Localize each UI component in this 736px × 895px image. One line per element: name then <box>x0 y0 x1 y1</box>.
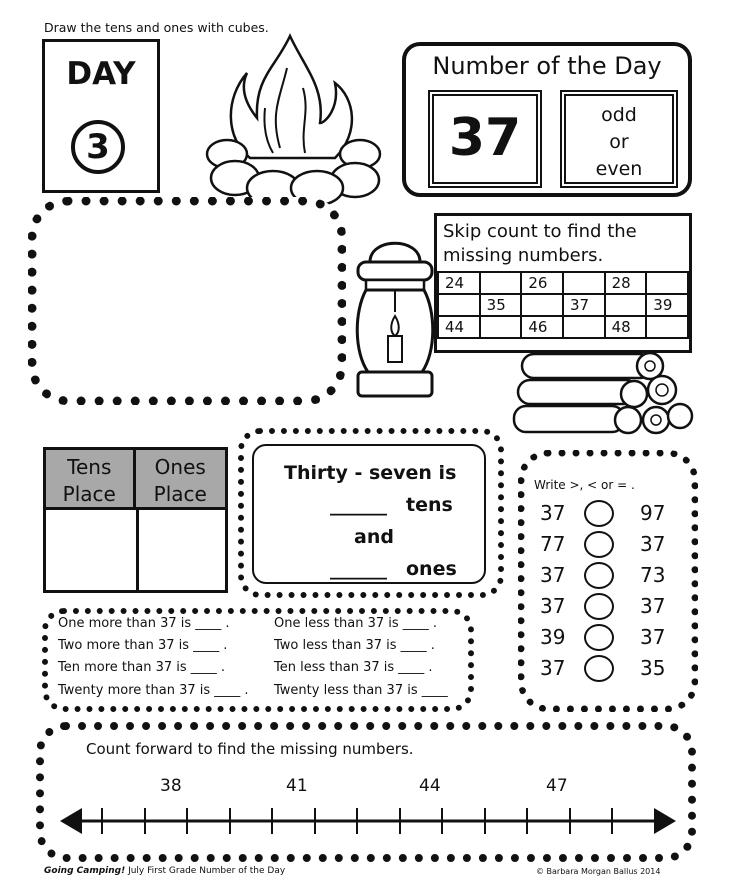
number-line-label: 44 <box>419 776 441 796</box>
compare-circle[interactable] <box>584 500 614 527</box>
number-line-tick <box>271 808 273 834</box>
skip-cell: 39 <box>646 294 688 316</box>
tens-header-line1: Tens <box>67 455 112 479</box>
number-line-tick <box>229 808 231 834</box>
number-of-the-day-title: Number of the Day <box>432 52 662 80</box>
compare-title: Write >, < or = . <box>534 478 635 492</box>
odd-label: odd <box>601 104 637 126</box>
number-line-label: 41 <box>286 776 308 796</box>
thirty-seven-inner <box>252 444 486 584</box>
tens-header-line2: Place <box>62 482 116 506</box>
compare-circle[interactable] <box>584 531 614 558</box>
number-line-tick <box>356 808 358 834</box>
number-box <box>428 90 542 188</box>
number-line-tick <box>186 808 188 834</box>
compare-right-value: 37 <box>640 594 666 618</box>
number-line-tick <box>526 808 528 834</box>
skip-count-grid <box>437 271 689 339</box>
number-line-tick <box>144 808 146 834</box>
less-than-line: Ten less than 37 is ____ . <box>274 660 433 675</box>
less-than-line: Twenty less than 37 is ____ <box>274 683 448 698</box>
less-than-line: Two less than 37 is ____ . <box>274 638 435 653</box>
ones-blank[interactable]: ______ <box>330 558 387 580</box>
skip-cell[interactable] <box>480 272 522 294</box>
skip-cell: 48 <box>605 316 647 338</box>
number-line-label: 38 <box>160 776 182 796</box>
ones-header-line1: Ones <box>154 455 206 479</box>
skip-cell[interactable] <box>438 294 480 316</box>
less-than-line: One less than 37 is ____ . <box>274 616 438 631</box>
compare-left-value: 37 <box>540 594 566 618</box>
ones-header-line2: Place <box>153 482 207 506</box>
skip-cell: 37 <box>563 294 605 316</box>
compare-circle[interactable] <box>584 593 614 620</box>
even-label: even <box>595 158 643 180</box>
skip-cell: 44 <box>438 316 480 338</box>
skip-cell[interactable] <box>563 316 605 338</box>
thirty-seven-label: Thirty - seven is <box>284 462 457 484</box>
thirty-seven-box <box>238 428 504 598</box>
tens-label: tens <box>406 494 453 516</box>
place-value-table <box>43 447 228 593</box>
more-than-line: Two more than 37 is ____ . <box>58 638 228 653</box>
draw-tens-ones-label: Draw the tens and ones with cubes. <box>44 20 269 35</box>
firewood-logs-icon <box>512 350 694 440</box>
compare-right-value: 37 <box>640 532 666 556</box>
ones-place-cell[interactable] <box>136 510 226 590</box>
number-line-tick <box>484 808 486 834</box>
skip-cell: 28 <box>605 272 647 294</box>
compare-right-value: 37 <box>640 625 666 649</box>
more-than-line: One more than 37 is ____ . <box>58 616 230 631</box>
number-line-tick <box>399 808 401 834</box>
compare-circle[interactable] <box>584 624 614 651</box>
skip-cell: 24 <box>438 272 480 294</box>
number-line-label: 47 <box>546 776 568 796</box>
or-label: or <box>609 131 629 153</box>
skip-cell: 26 <box>521 272 563 294</box>
number-of-the-day-value: 37 <box>448 108 522 168</box>
compare-left-value: 37 <box>540 656 566 680</box>
odd-or-even-box <box>560 90 678 188</box>
lantern-icon <box>350 232 440 407</box>
skip-cell[interactable] <box>646 316 688 338</box>
number-line-tick <box>441 808 443 834</box>
compare-left-value: 77 <box>540 532 566 556</box>
skip-cell[interactable] <box>646 272 688 294</box>
tens-place-header <box>46 450 136 510</box>
compare-circle[interactable] <box>584 655 614 682</box>
number-line-tick <box>611 808 613 834</box>
compare-left-value: 37 <box>540 563 566 587</box>
more-than-line: Twenty more than 37 is ____ . <box>58 683 249 698</box>
ones-place-header <box>136 450 226 510</box>
tens-place-cell[interactable] <box>46 510 136 590</box>
compare-left-value: 37 <box>540 501 566 525</box>
footer-subtitle: July First Grade Number of the Day <box>128 866 286 876</box>
skip-cell: 46 <box>521 316 563 338</box>
number-of-the-day-box <box>402 42 692 197</box>
skip-cell[interactable] <box>480 316 522 338</box>
skip-cell[interactable] <box>563 272 605 294</box>
tens-blank[interactable]: ______ <box>330 494 387 516</box>
footer-left <box>44 866 285 876</box>
campfire-icon <box>195 28 390 208</box>
draw-tens-ones-area[interactable] <box>28 197 346 405</box>
number-line-tick <box>569 808 571 834</box>
day-box <box>42 39 160 193</box>
skip-cell[interactable] <box>521 294 563 316</box>
compare-right-value: 35 <box>640 656 666 680</box>
footer-copyright: © Barbara Morgan Ballus 2014 <box>536 867 661 876</box>
compare-left-value: 39 <box>540 625 566 649</box>
skip-count-title: Skip count to find the missing numbers. <box>443 221 637 266</box>
skip-cell[interactable] <box>605 294 647 316</box>
number-line-title: Count forward to find the missing numbers. <box>86 740 414 758</box>
day-number: 3 <box>71 120 125 174</box>
ones-label: ones <box>406 558 457 580</box>
compare-circle[interactable] <box>584 562 614 589</box>
skip-cell: 35 <box>480 294 522 316</box>
day-label: DAY <box>66 56 136 92</box>
skip-count-box <box>434 213 692 353</box>
number-line-tick <box>314 808 316 834</box>
number-line-arrow <box>60 796 676 846</box>
compare-right-value: 97 <box>640 501 666 525</box>
footer-brand: Going Camping! <box>44 866 126 876</box>
compare-right-value: 73 <box>640 563 666 587</box>
and-label: and <box>354 526 394 548</box>
more-than-line: Ten more than 37 is ____ . <box>58 660 226 675</box>
number-line-tick <box>101 808 103 834</box>
